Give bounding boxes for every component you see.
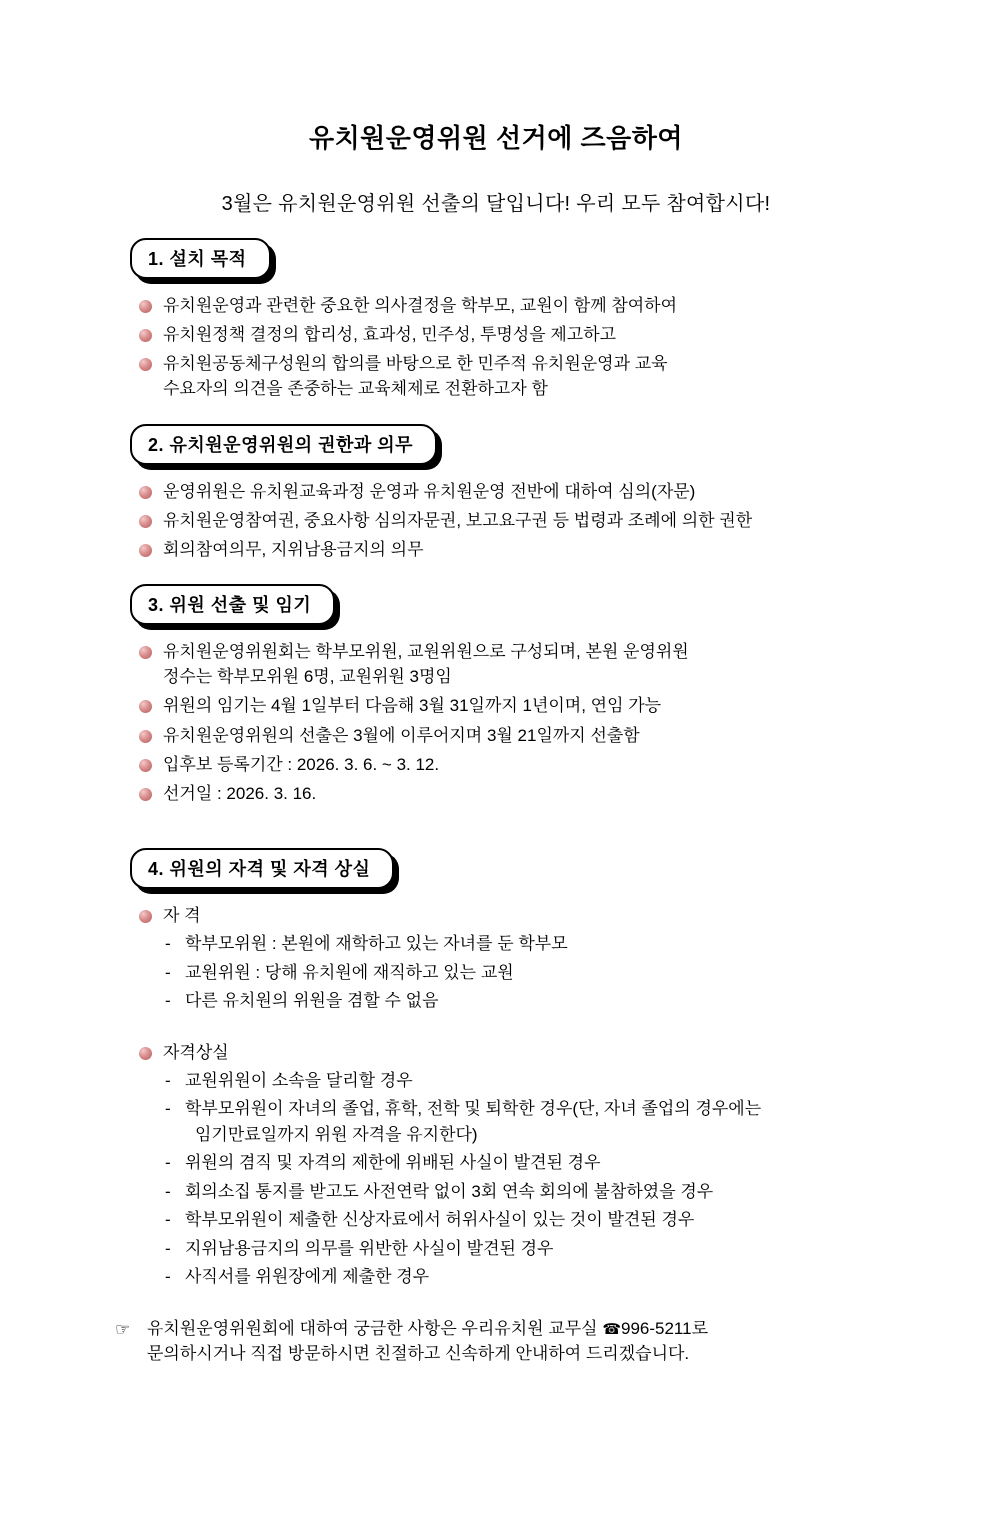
dash-icon: - xyxy=(165,1153,171,1173)
contact-phone-number: 996-5211 xyxy=(621,1318,692,1338)
bullet-dot-icon xyxy=(139,358,152,371)
section-3-heading: 3. 위원 선출 및 임기 xyxy=(130,584,335,625)
sub-list-item-text: 학부모위원이 자녀의 졸업, 휴학, 전학 및 퇴학한 경우(단, 자녀 졸업의 경우에는 xyxy=(185,1099,762,1119)
dash-icon: - xyxy=(165,1099,171,1119)
page-title: 유치원운영위원 선거에 즈음하여 xyxy=(308,123,684,153)
bullet-dot-icon xyxy=(139,646,152,659)
sub-list-item-text: 지위남용금지의 의무를 위반한 사실이 발견된 경우 xyxy=(185,1238,554,1258)
contact-note xyxy=(115,1316,937,1367)
bullet-dot-icon xyxy=(139,1047,152,1060)
qualification-sub-list xyxy=(163,931,923,1014)
list-item-text: 유치원운영위원의 선출은 3월에 이루어지며 3월 21일까지 선출함 xyxy=(163,725,640,745)
disqualification-sub-list xyxy=(163,1068,923,1290)
dash-icon: - xyxy=(165,1238,171,1258)
dash-icon: - xyxy=(165,991,171,1011)
dash-icon: - xyxy=(165,962,171,982)
sub-list-item xyxy=(163,1096,923,1147)
sub-list-item xyxy=(163,988,923,1014)
list-item xyxy=(135,351,923,401)
section-1 xyxy=(0,238,992,402)
sub-list-item xyxy=(163,931,923,957)
sub-list-item xyxy=(163,1236,923,1262)
section-4-list xyxy=(0,903,992,1290)
page-subtitle: 3월은 유치원운영위원 선출의 달입니다! 우리 모두 참여합시다! xyxy=(221,193,771,215)
sub-list-item-text: 학부모위원이 제출한 신상자료에서 허위사실이 있는 것이 발견된 경우 xyxy=(185,1210,695,1230)
section-2-list xyxy=(0,479,992,562)
section-3-list xyxy=(0,639,992,806)
section-1-list xyxy=(0,293,992,402)
list-item-text: 운영위원은 유치원교육과정 운영과 유치원운영 전반에 대하여 심의(자문) xyxy=(163,481,696,501)
list-item xyxy=(135,781,923,806)
dash-icon: - xyxy=(165,934,171,954)
list-item-text: 회의참여의무, 지위남용금지의 의무 xyxy=(163,539,424,559)
list-item-text: 유치원운영위원회는 학부모위원, 교원위원으로 구성되며, 본원 운영위원 xyxy=(163,642,689,662)
section-4-heading: 4. 위원의 자격 및 자격 상실 xyxy=(130,848,394,889)
list-item xyxy=(135,723,923,748)
sub-list-item-text-cont: 임기만료일까지 위원 자격을 유지한다) xyxy=(195,1124,478,1144)
section-3 xyxy=(0,584,992,806)
contact-note-suffix: 로 xyxy=(691,1318,709,1338)
sub-list-item xyxy=(163,1264,923,1290)
sub-list-item-text: 회의소집 통지를 받고도 사전연락 없이 3회 연속 회의에 불참하였을 경우 xyxy=(185,1181,714,1201)
list-item xyxy=(135,903,923,1014)
section-2 xyxy=(0,424,992,562)
list-item-text: 위원의 임기는 4월 1일부터 다음해 3월 31일까지 1년이며, 연임 가능 xyxy=(163,696,662,716)
list-item-text: 자 격 xyxy=(163,906,201,926)
sub-list-item xyxy=(163,1068,923,1094)
list-item-text: 유치원운영과 관련한 중요한 의사결정을 학부모, 교원이 함께 참여하여 xyxy=(163,296,678,315)
list-item-text-cont: 정수는 학부모위원 6명, 교원위원 3명임 xyxy=(163,667,452,687)
section-2-heading: 2. 유치원운영위원의 권한과 의무 xyxy=(130,424,437,465)
bullet-dot-icon xyxy=(139,515,152,528)
list-item xyxy=(135,1040,923,1290)
sub-list-item-text: 사직서를 위원장에게 제출한 경우 xyxy=(185,1267,430,1287)
section-3-heading-wrap xyxy=(130,584,335,625)
sub-list-item xyxy=(163,1179,923,1205)
sub-list-item-text: 위원의 겸직 및 자격의 제한에 위배된 사실이 발견된 경우 xyxy=(185,1153,601,1173)
list-item-text: 유치원운영참여권, 중요사항 심의자문권, 보고요구권 등 법령과 조례에 의한 권한 xyxy=(163,510,753,530)
list-item xyxy=(135,479,923,504)
contact-note-line2: 문의하시거나 직접 방문하시면 친절하고 신속하게 안내하여 드리겠습니다. xyxy=(147,1344,690,1364)
list-item-text: 선거일 : 2026. 3. 16. xyxy=(163,783,317,803)
sub-list-item-text: 교원위원 : 당해 유치원에 재직하고 있는 교원 xyxy=(185,962,514,982)
list-item xyxy=(135,752,923,777)
bullet-dot-icon xyxy=(139,300,152,313)
list-item xyxy=(135,693,923,718)
telephone-icon: ☎ xyxy=(602,1320,621,1338)
sub-list-item-text: 교원위원이 소속을 달리할 경우 xyxy=(185,1070,413,1090)
list-item-text-cont: 수요자의 의견을 존중하는 교육체제로 전환하고자 함 xyxy=(163,379,548,399)
bullet-dot-icon xyxy=(139,730,152,743)
bullet-dot-icon xyxy=(139,788,152,801)
dash-icon: - xyxy=(165,1181,171,1201)
contact-note-text: 유치원운영위원회에 대하여 궁금한 사항은 우리유치원 교무실 xyxy=(147,1318,603,1338)
bullet-dot-icon xyxy=(139,329,152,342)
sub-list-item xyxy=(163,1207,923,1233)
section-4 xyxy=(0,848,992,1290)
sub-list-item xyxy=(163,1150,923,1176)
list-item-text: 자격상실 xyxy=(163,1042,229,1062)
bullet-dot-icon xyxy=(139,544,152,557)
bullet-dot-icon xyxy=(139,486,152,499)
sub-list-item-text: 학부모위원 : 본원에 재학하고 있는 자녀를 둔 학부모 xyxy=(185,934,568,954)
section-4-heading-wrap xyxy=(130,848,394,889)
bullet-dot-icon xyxy=(139,700,152,713)
list-item-text: 유치원정책 결정의 합리성, 효과성, 민주성, 투명성을 제고하고 xyxy=(163,325,617,345)
document-page xyxy=(0,118,992,1521)
dash-icon: - xyxy=(165,1267,171,1287)
section-2-heading-wrap xyxy=(130,424,437,465)
dash-icon: - xyxy=(165,1070,171,1090)
bullet-dot-icon xyxy=(139,910,152,923)
dash-icon: - xyxy=(165,1210,171,1230)
sub-list-item-text: 다른 유치원의 위원을 겸할 수 없음 xyxy=(185,991,439,1011)
list-item xyxy=(135,537,923,562)
list-item xyxy=(135,639,923,689)
list-item-text: 입후보 등록기간 : 2026. 3. 6. ~ 3. 12. xyxy=(163,754,440,774)
bullet-dot-icon xyxy=(139,759,152,772)
section-1-heading-wrap xyxy=(130,238,271,279)
sub-list-item xyxy=(163,960,923,986)
list-item xyxy=(135,508,923,533)
pointing-hand-icon: ☞ xyxy=(115,1319,131,1339)
list-item xyxy=(135,322,923,347)
list-item-text: 유치원공동체구성원의 합의를 바탕으로 한 민주적 유치원운영과 교육 xyxy=(163,354,668,374)
list-item xyxy=(135,293,923,318)
section-1-heading: 1. 설치 목적 xyxy=(130,238,271,279)
